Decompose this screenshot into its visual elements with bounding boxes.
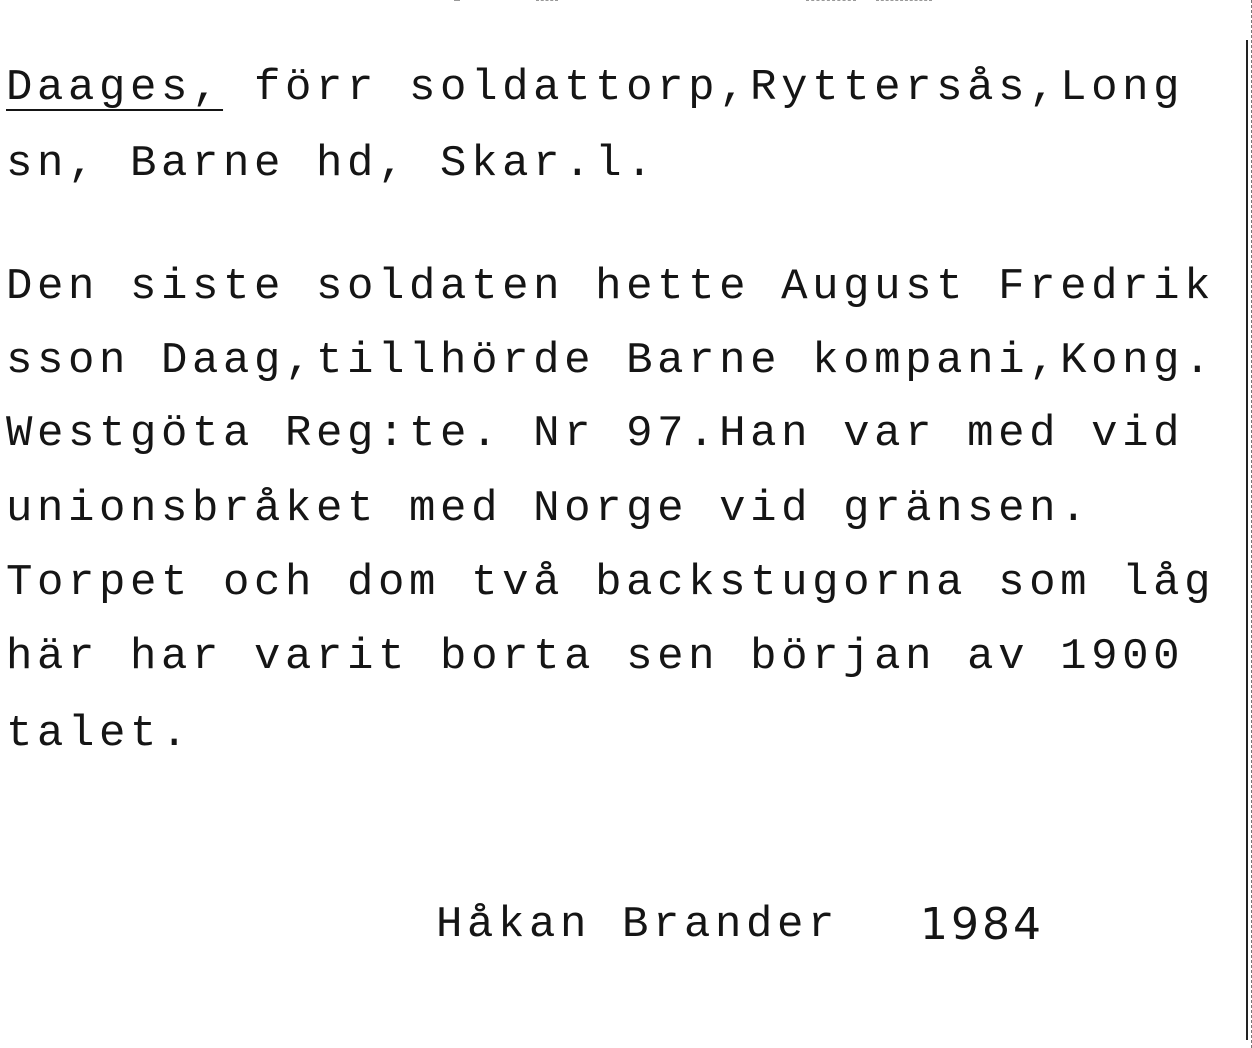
body-line: här har varit borta sen början av 1900: [6, 632, 1185, 682]
body-line: Torpet och dom två backstugorna som låg: [6, 558, 1216, 608]
author-name: Håkan Brander: [436, 900, 840, 950]
body-line: Den siste soldaten hette August Fredrik: [6, 262, 1216, 312]
body-line: Westgöta Reg:te. Nr 97.Han var med vid: [6, 409, 1185, 459]
scan-speck: [536, 0, 558, 3]
scan-speck: [876, 0, 932, 3]
heading-description: förr soldattorp,Ryttersås,Long: [223, 63, 1185, 113]
scan-speck: [454, 0, 460, 3]
body-line: talet.: [6, 709, 193, 759]
scan-speck: [806, 0, 856, 3]
body-line: unionsbråket med Norge vid gränsen.: [6, 484, 1092, 534]
body-line: sson Daag,tillhörde Barne kompani,Kong.: [6, 336, 1216, 386]
heading-line-2: sn, Barne hd, Skar.l.: [6, 139, 658, 189]
heading-line-1: [6, 63, 1185, 113]
author-year: 1984: [920, 899, 1044, 950]
card-edge: [1246, 40, 1248, 1040]
place-name: Daages,: [6, 63, 224, 113]
